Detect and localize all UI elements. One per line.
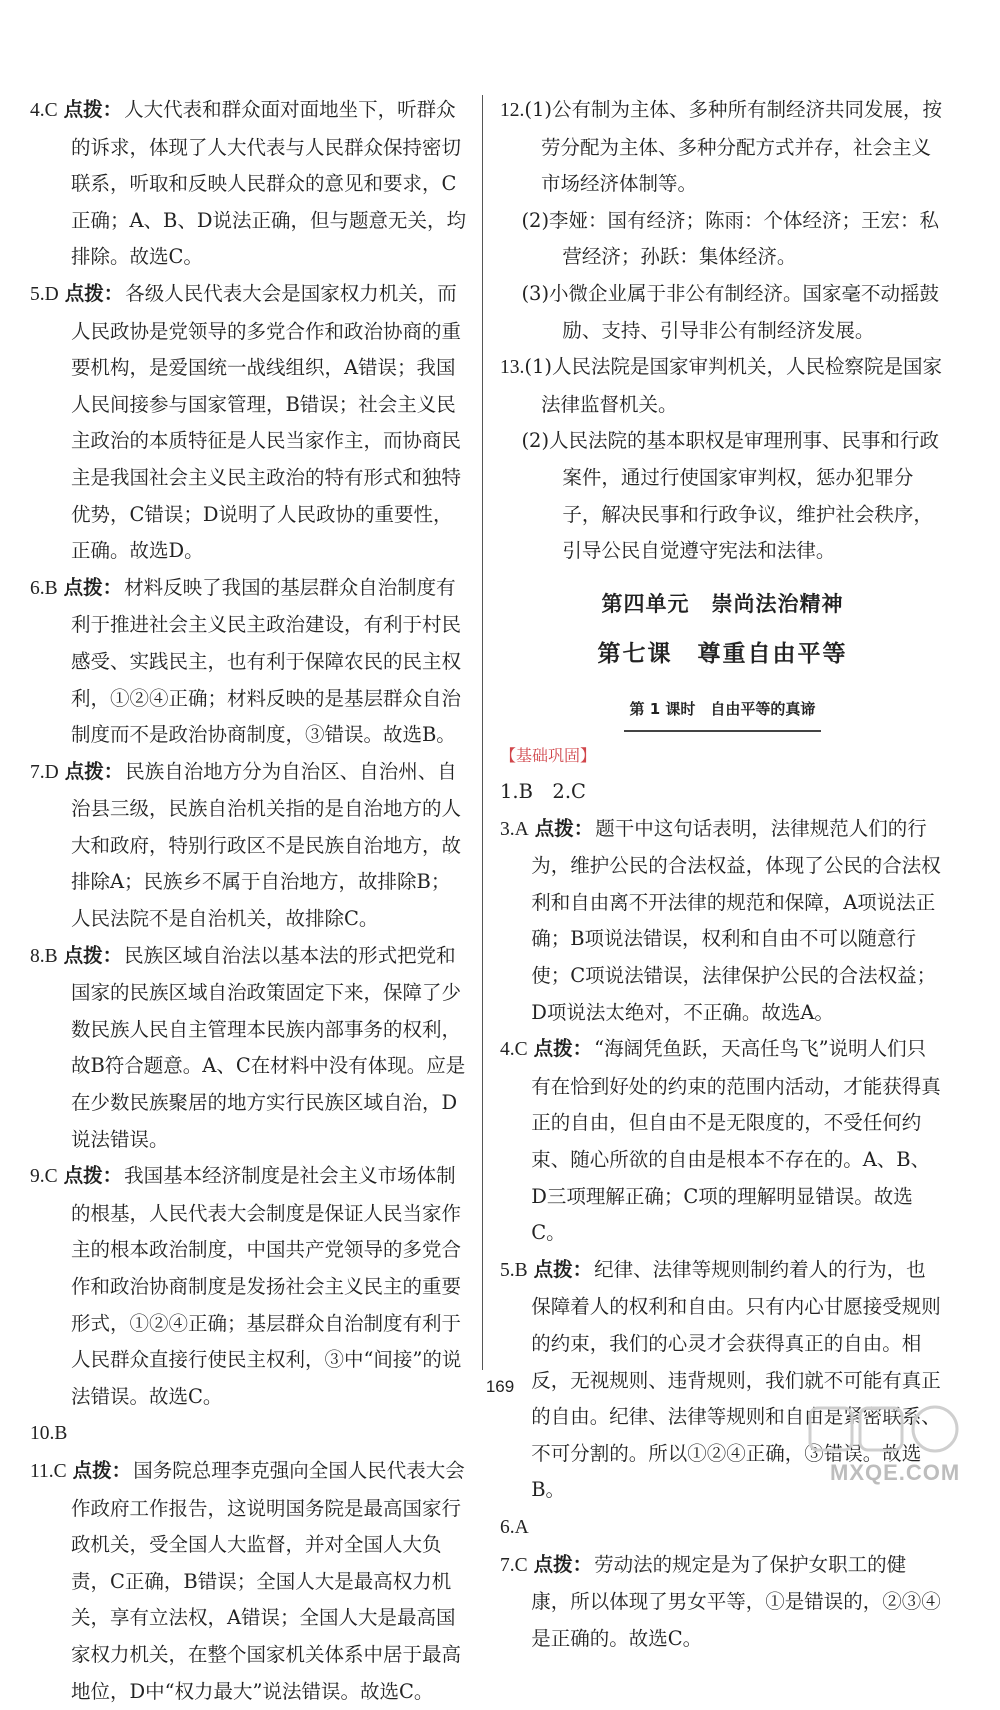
answer-item [30, 754, 468, 938]
lesson-title: 第七课 尊重自由平等 [597, 640, 848, 668]
answer-item [500, 1509, 945, 1547]
answer-item [30, 938, 468, 1159]
tip-label: 点拨： [533, 1037, 593, 1061]
answer-number: 6.B [30, 577, 58, 599]
answer-number: 13. [500, 357, 525, 379]
tip-label: 点拨： [63, 575, 123, 599]
tip-label: 点拨： [72, 1458, 132, 1482]
watermark-text: MXQE.COM [830, 1460, 961, 1485]
answer-explanation: 材料反映了我国的基层群众自治制度有利于推进社会主义民主政治建设，有利于村民感受、实践民主，也有利于保障农民的民主权利，①②④正确；材料反映的是基层群众自治制度而不是政治协商制度，③错误。故选B。 [70, 575, 461, 747]
section-tag: 【基础巩固】 [500, 745, 597, 765]
answer-item [30, 1453, 468, 1710]
answer-item [500, 1547, 945, 1658]
tip-label: 点拨： [63, 943, 123, 967]
answer-number: 3.A [500, 818, 529, 840]
answer-explanation: 人大代表和群众面对面地坐下，听群众的诉求，体现了人大代表与人民群众保持密切联系，听取和反映人民群众的意见和要求，C正确；A、B、D说法正确，但与题意无关，均排除。故选C。 [70, 98, 466, 269]
answer-item: 1.B 2.C [500, 780, 586, 804]
answer-explanation: 纪律、法律等规则制约着人的行为，也保障着人的权利和自由。只有内心甘愿接受规则的约束，我们的心灵才会获得真正的自由。相反，无视规则、违背规则，我们就不可能有真正的自由。纪律、法律等规则和自由是紧密联系、不可分割的。所以①②④正确，③错误。故选B。 [531, 1257, 941, 1502]
answer-item [30, 1415, 468, 1453]
answer-number: 7.D [30, 761, 59, 783]
answer-part: (2)李娅：国有经济；陈雨：个体经济；王宏：私营经济；孙跃：集体经济。 [521, 208, 940, 269]
answer-item [30, 570, 468, 754]
answer-number: 5.D [30, 283, 59, 305]
answer-item [30, 276, 468, 570]
answer-explanation: 劳动法的规定是为了保护女职工的健康，所以体现了男女平等，①是错误的，②③④是正确的。故选C。 [531, 1552, 941, 1650]
answer-number: 9.C [30, 1166, 58, 1188]
tip-label: 点拨： [533, 1552, 593, 1576]
answer-explanation: 民族区域自治法以基本法的形式把党和国家的民族区域自治政策固定下来，保障了少数民族人民自主管理本民族内部事务的权利，故B符合题意。A、C在材料中没有体现。应是在少数民族聚居的地方实行民族区域自治，D说法错误。 [70, 943, 466, 1151]
left-column [30, 92, 468, 1710]
answer-part: (1)人民法院是国家审判机关，人民检察院是国家法律监督机关。 [524, 355, 942, 416]
answer-number: 4.C [500, 1039, 528, 1061]
answer-item [500, 92, 945, 349]
tip-label: 点拨： [64, 759, 124, 783]
answer-part: (3)小微企业属于非公有制经济。国家毫不动摇鼓励、支持、引导非公有制经济发展。 [521, 281, 940, 342]
page-number: 169 [485, 1377, 515, 1396]
tip-label: 点拨： [64, 281, 124, 305]
answer-part: (1)公有制为主体、多种所有制经济共同发展，按劳分配为主体、多种分配方式并存，社会主义市场经济体制等。 [524, 98, 942, 196]
answer-number: 6.A [500, 1516, 529, 1538]
session-title [500, 691, 945, 732]
answer-part: (2)人民法院的基本职权是审理刑事、民事和行政案件，通过行使国家审判权，惩办犯罪分子，解决民事和行政争议，维护社会秩序，引导公民自觉遵守宪法和法律。 [521, 429, 940, 563]
answer-number: 10.B [30, 1423, 68, 1445]
watermark-logo [800, 1400, 990, 1495]
answer-explanation: 题干中这句话表明，法律规范人们的行为，维护公民的合法权益，体现了公民的合法权利和自由离不开法律的规范和保障，A项说法正确；B项说法错误，权利和自由不可以随意行使；C项说法错误，法律保护公民的合法权益；D项说法太绝对，不正确。故选A。 [531, 816, 941, 1024]
answer-explanation: 各级人民代表大会是国家权力机关，而人民政协是党领导的多党合作和政治协商的重要机构，是爱国统一战线组织，A错误；我国人民间接参与国家管理，B错误；社会主义民主政治的本质特征是人民当家作主，而协商民主是我国社会主义民主政治的特有形式和独特优势，C错误；D说明了人民政协的重要性，正确。故选D。 [70, 281, 461, 563]
column-divider [482, 95, 483, 1370]
answer-item [30, 92, 468, 276]
answer-number: 5.B [500, 1259, 528, 1281]
answer-item [500, 349, 945, 570]
unit-title: 第四单元 崇尚法治精神 [601, 591, 844, 616]
tip-label: 点拨： [63, 98, 123, 121]
tip-label: 点拨： [534, 816, 594, 840]
session-title-text: 第 1 课时 自由平等的真谛 [624, 691, 822, 732]
answer-item [500, 1031, 945, 1252]
answer-explanation: “海阔凭鱼跃，天高任鸟飞”说明人们只有在恰到好处的约束的范围内活动，才能获得真正的自由，但自由不是无限度的，不受任何约束、随心所欲的自由是根本不存在的。A、B、D三项理解正确；C项的理解明显错误。故选C。 [531, 1037, 941, 1245]
answer-number: 4.C [30, 100, 58, 121]
answer-number: 7.C [500, 1554, 528, 1576]
tip-label: 点拨： [63, 1164, 123, 1188]
answer-number: 11.C [30, 1460, 67, 1482]
answer-explanation: 我国基本经济制度是社会主义市场体制的根基，人民代表大会制度是保证人民当家作主的根本政治制度，中国共产党领导的多党合作和政治协商制度是发扬社会主义民主的重要形式，①②④正确；基层群众自治制度有利于人民群众直接行使民主权利，③中“间接”的说法错误。故选C。 [70, 1164, 462, 1408]
answer-number: 8.B [30, 945, 58, 967]
answer-item [500, 811, 945, 1032]
answer-number: 12. [500, 100, 525, 121]
answer-explanation: 民族自治地方分为自治区、自治州、自治县三级，民族自治机关指的是自治地方的人大和政府，特别行政区不是民族自治地方，故排除A；民族乡不属于自治地方，故排除B；人民法院不是自治机关，故排除C。 [70, 759, 461, 931]
tip-label: 点拨： [533, 1257, 593, 1281]
answer-explanation: 国务院总理李克强向全国人民代表大会作政府工作报告，这说明国务院是最高国家行政机关，受全国人大监督，并对全国人大负责，C正确，B错误；全国人大是最高权力机关，享有立法权，A错误；全国人大是最高国家权力机关，在整个国家机关体系中居于最高地位，D中“权力最大”说法错误。故选C。 [70, 1458, 465, 1703]
